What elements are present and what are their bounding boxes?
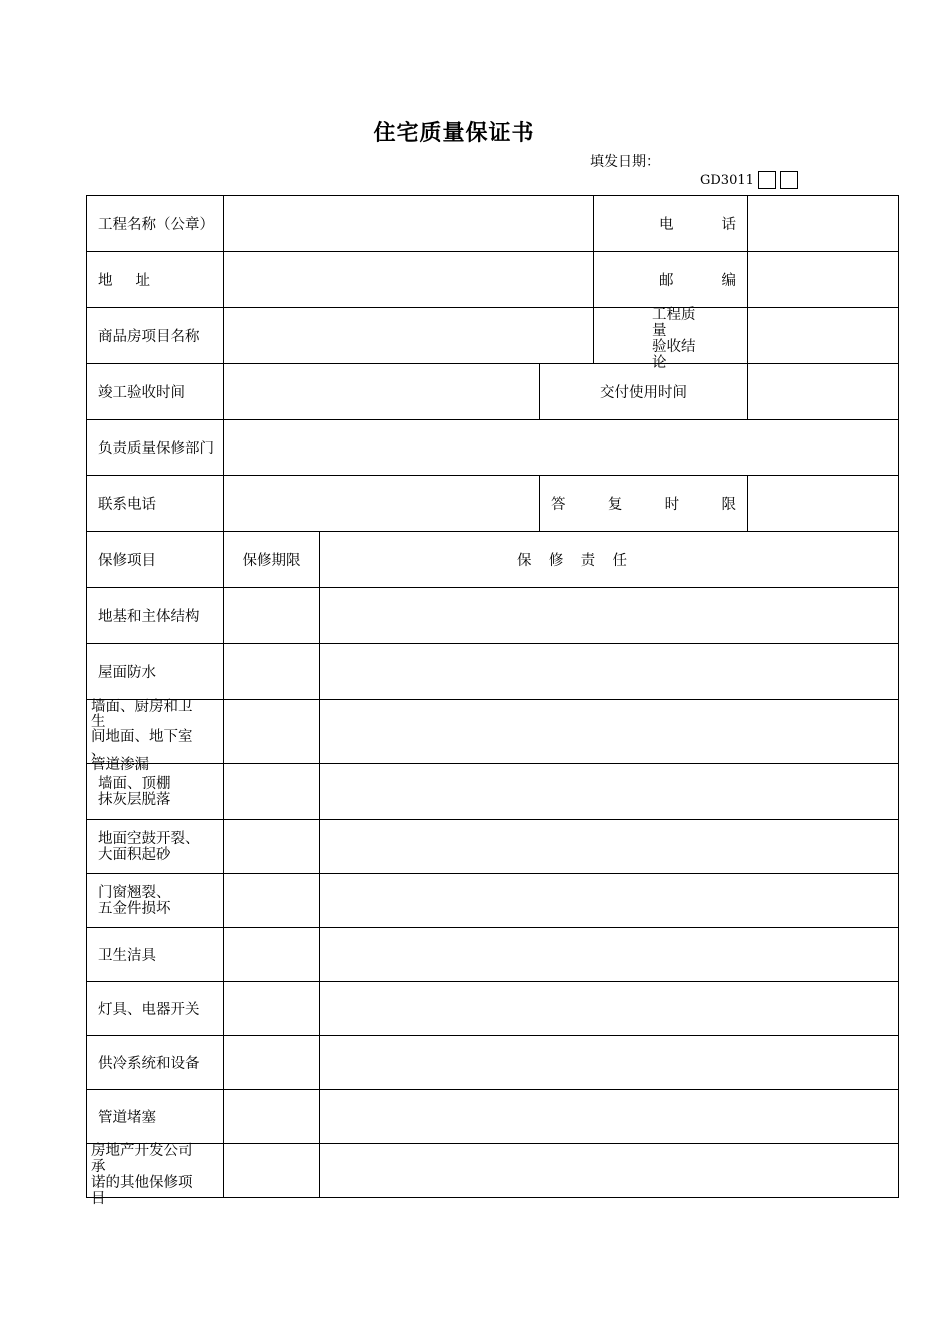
item-floor-period[interactable]	[224, 820, 320, 874]
commodity-project-value[interactable]	[224, 308, 594, 364]
fill-date-label: 填发日期：	[590, 154, 660, 170]
completion-time-value[interactable]	[224, 364, 540, 420]
code-box-2[interactable]	[780, 171, 798, 189]
quality-guarantee-form	[86, 195, 899, 1207]
item-foundation-period[interactable]	[224, 588, 320, 644]
item-cooling-resp[interactable]	[320, 1036, 899, 1090]
item-lighting: 灯具、电器开关	[87, 982, 224, 1036]
item-foundation: 地基和主体结构	[87, 588, 224, 644]
reply-limit-label: 答 复 时 限	[540, 476, 748, 532]
item-leak: 墙面、厨房和卫 生 间地面、地下室 、 管道渗漏	[87, 700, 224, 764]
code-box-1[interactable]	[758, 171, 776, 189]
address-label: 地 址	[87, 252, 224, 308]
item-sanitary-period[interactable]	[224, 928, 320, 982]
item-plaster-resp[interactable]	[320, 764, 899, 820]
address-value[interactable]	[224, 252, 594, 308]
item-cooling: 供冷系统和设备	[87, 1036, 224, 1090]
item-roof-resp[interactable]	[320, 644, 899, 700]
header-period: 保修期限	[224, 532, 320, 588]
header-responsibility: 保 修 责 任	[320, 532, 899, 588]
item-plaster: 墙面、顶棚 抹灰层脱落	[87, 764, 224, 820]
item-roof-period[interactable]	[224, 644, 320, 700]
phone-value[interactable]	[748, 196, 899, 252]
item-other-resp[interactable]	[320, 1144, 899, 1198]
item-roof: 屋面防水	[87, 644, 224, 700]
item-pipe-resp[interactable]	[320, 1090, 899, 1144]
item-leak-resp[interactable]	[320, 700, 899, 764]
item-sanitary: 卫生洁具	[87, 928, 224, 982]
item-floor-resp[interactable]	[320, 820, 899, 874]
item-other: 房地产开发公司 承 诺的其他保修项 目	[87, 1144, 224, 1198]
item-pipe-period[interactable]	[224, 1090, 320, 1144]
item-window-period[interactable]	[224, 874, 320, 928]
quality-conclusion-value[interactable]	[748, 308, 899, 364]
header-item: 保修项目	[87, 532, 224, 588]
item-window: 门窗翘裂、 五金件损坏	[87, 874, 224, 928]
item-sanitary-resp[interactable]	[320, 928, 899, 982]
item-lighting-resp[interactable]	[320, 982, 899, 1036]
item-other-period[interactable]	[224, 1144, 320, 1198]
item-floor: 地面空鼓开裂、 大面积起砂	[87, 820, 224, 874]
postcode-label: 邮 编	[594, 252, 748, 308]
document-title: 住宅质量保证书	[373, 121, 535, 146]
item-plaster-period[interactable]	[224, 764, 320, 820]
postcode-value[interactable]	[748, 252, 899, 308]
commodity-project-label: 商品房项目名称	[87, 308, 224, 364]
reply-limit-value[interactable]	[748, 476, 899, 532]
phone-label: 电 话	[594, 196, 748, 252]
item-lighting-period[interactable]	[224, 982, 320, 1036]
item-foundation-resp[interactable]	[320, 588, 899, 644]
item-window-resp[interactable]	[320, 874, 899, 928]
form-code-row	[700, 170, 798, 190]
delivery-time-value[interactable]	[748, 364, 899, 420]
item-cooling-period[interactable]	[224, 1036, 320, 1090]
item-leak-period[interactable]	[224, 700, 320, 764]
responsible-dept-value[interactable]	[224, 420, 899, 476]
contact-phone-value[interactable]	[224, 476, 540, 532]
quality-conclusion-label: 工程质 量 验收结 论	[594, 308, 748, 364]
responsible-dept-label: 负责质量保修部门	[87, 420, 224, 476]
project-name-label: 工程名称（公章）	[87, 196, 224, 252]
delivery-time-label: 交付使用时间	[540, 364, 748, 420]
form-code: GD3011	[700, 172, 754, 188]
project-name-value[interactable]	[224, 196, 594, 252]
completion-time-label: 竣工验收时间	[87, 364, 224, 420]
item-pipe: 管道堵塞	[87, 1090, 224, 1144]
contact-phone-label: 联系电话	[87, 476, 224, 532]
